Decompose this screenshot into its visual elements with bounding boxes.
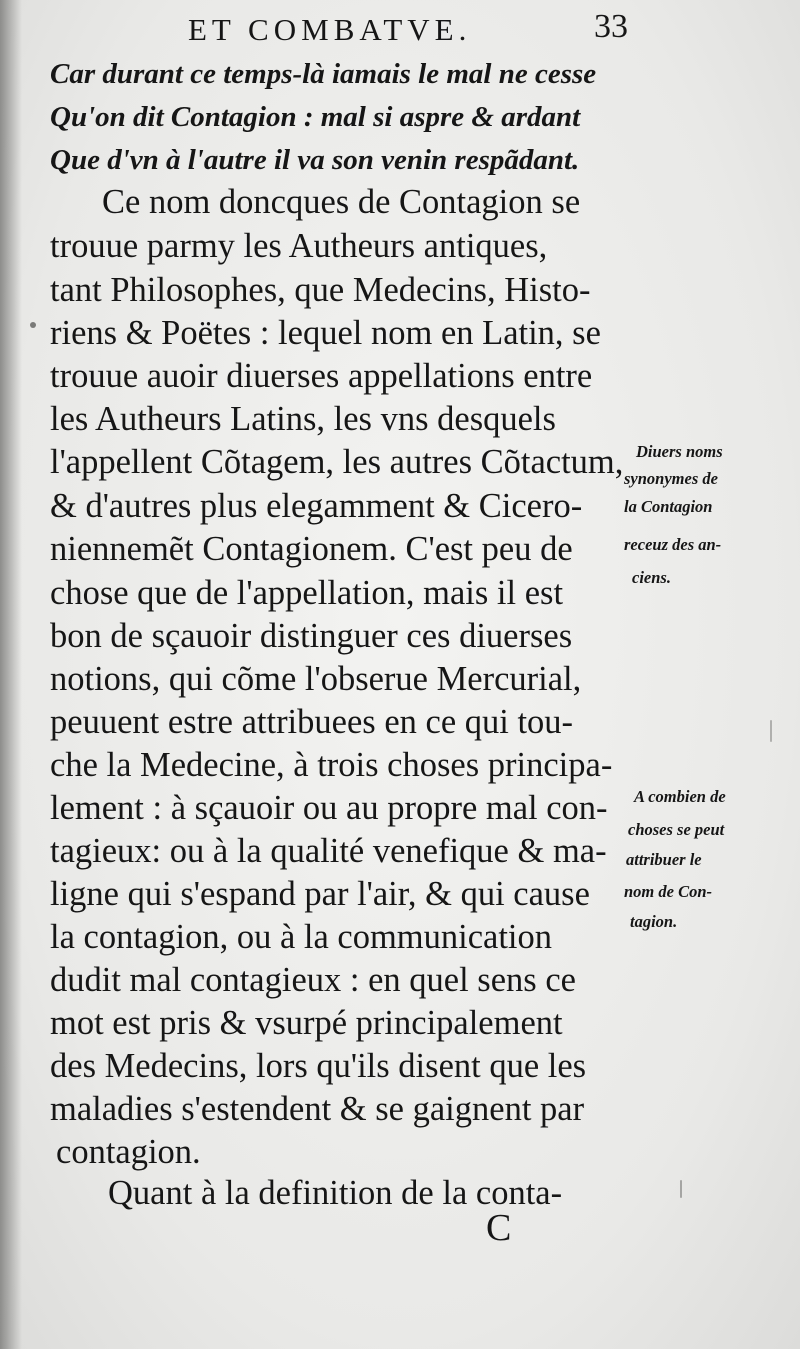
text-line: la contagion, ou à la communication <box>50 918 553 956</box>
text-line: tant Philosophes, que Medecins, Histo- <box>50 271 591 309</box>
paper-mark <box>680 1180 682 1198</box>
text-line: chose que de l'appellation, mais il est <box>50 574 564 612</box>
paper-mark <box>770 720 772 742</box>
margin-note-line: tagion. <box>630 912 678 931</box>
verse-line: Car durant ce temps-là iamais le mal ne cesse <box>50 58 597 90</box>
text-line: notions, qui cõme l'obserue Mercurial, <box>50 660 582 698</box>
running-head: ET COMBATVE. <box>188 12 472 47</box>
margin-note-line: Diuers noms <box>636 442 723 461</box>
verse-line: Qu'on dit Contagion : mal si aspre & ardant <box>50 101 581 133</box>
margin-note-line: A combien de <box>634 787 726 806</box>
verse-line: Que d'vn à l'autre il va son venin respãdant. <box>50 144 580 176</box>
signature-mark: C <box>486 1207 512 1249</box>
margin-note-line: synonymes de <box>624 469 718 488</box>
margin-note-line: ciens. <box>632 568 671 587</box>
text-line: maladies s'estendent & se gaignent par <box>50 1090 585 1128</box>
text-line: Ce nom doncques de Contagion se <box>102 183 581 221</box>
text-line: bon de sçauoir distinguer ces diuerses <box>50 617 573 655</box>
text-line: tagieux: ou à la qualité venefique & ma- <box>50 832 607 870</box>
margin-note-line: nom de Con- <box>624 882 713 901</box>
text-line: che la Medecine, à trois choses principa- <box>50 746 613 784</box>
text-line: peuuent estre attribuees en ce qui tou- <box>50 703 574 741</box>
text-line: l'appellent Cõtagem, les autres Cõtactum, <box>50 443 624 481</box>
margin-note-line: attribuer le <box>626 850 702 869</box>
text-line: ligne qui s'espand par l'air, & qui cause <box>50 875 590 913</box>
margin-note-line: receuz des an- <box>624 535 722 554</box>
text-line: mot est pris & vsurpé principalement <box>50 1004 563 1042</box>
ink-speck <box>30 322 36 328</box>
margin-note-line: la Contagion <box>624 497 713 516</box>
text-line: riens & Poëtes : lequel nom en Latin, se <box>50 314 601 352</box>
text-line: trouue auoir diuerses appellations entre <box>50 357 593 395</box>
text-line: des Medecins, lors qu'ils disent que les <box>50 1047 587 1085</box>
page-header <box>188 8 628 50</box>
text-line: Quant à la definition de la conta- <box>108 1174 563 1212</box>
page-number: 33 <box>594 8 628 45</box>
text-line: trouue parmy les Autheurs antiques, <box>50 227 548 265</box>
text-line: lement : à sçauoir ou au propre mal con- <box>50 789 608 827</box>
text-line: les Autheurs Latins, les vns desquels <box>50 400 556 438</box>
text-line: niennemẽt Contagionem. C'est peu de <box>50 530 573 568</box>
text-line: dudit mal contagieux : en quel sens ce <box>50 961 576 999</box>
text-line: & d'autres plus elegamment & Cicero- <box>50 487 583 525</box>
margin-note-line: choses se peut <box>628 820 725 839</box>
text-line: contagion. <box>56 1133 201 1171</box>
